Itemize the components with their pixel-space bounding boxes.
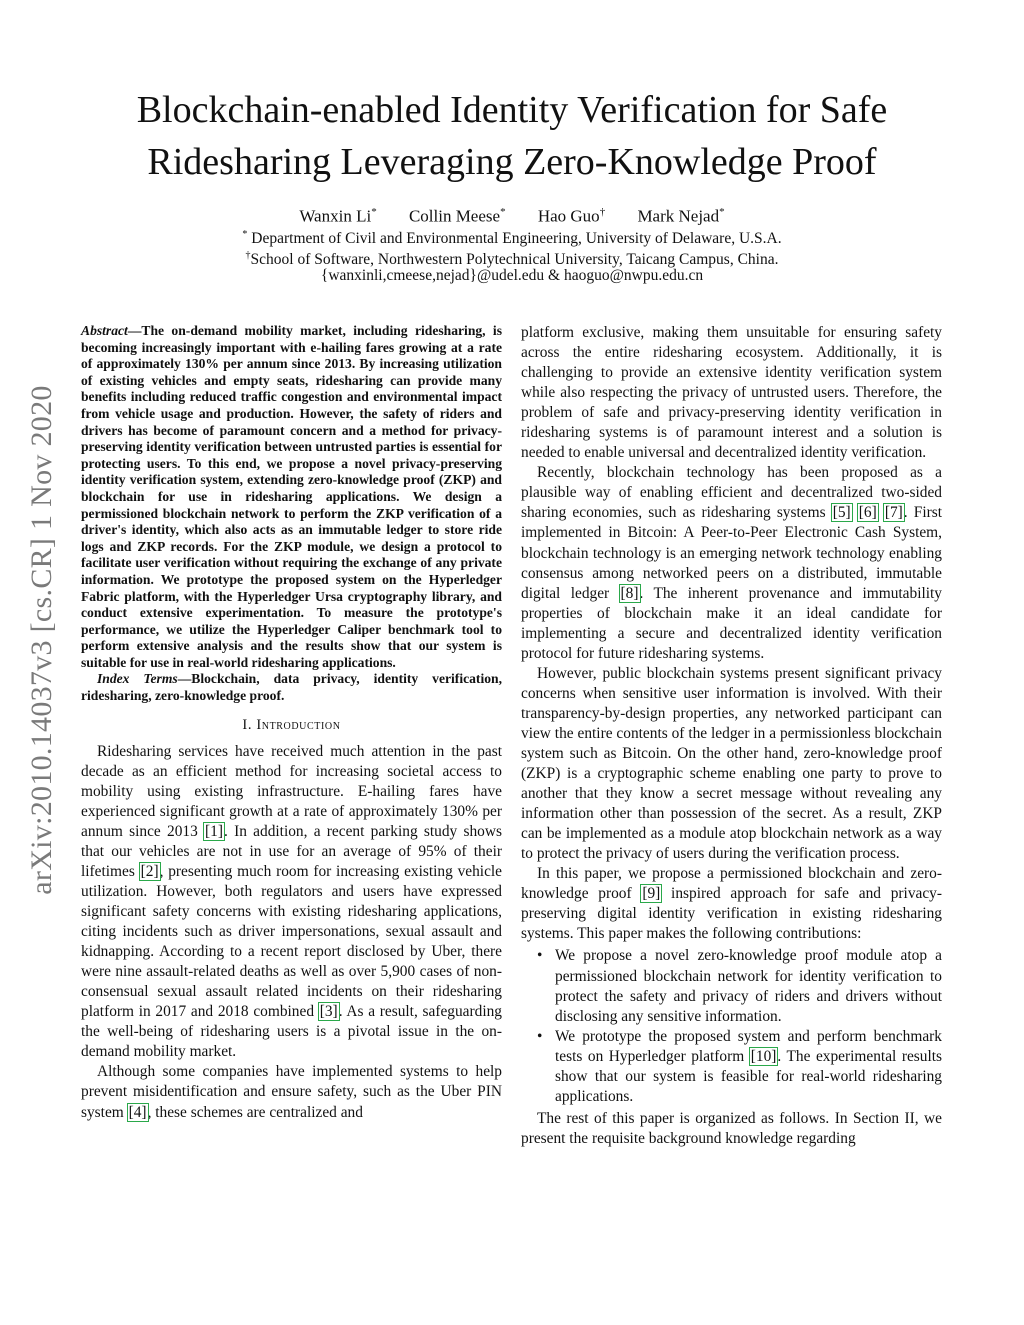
left-column — [81, 323, 502, 1123]
paper-title: Blockchain-enabled Identity Verification for Safe Ridesharing Leveraging Zero-Knowledge Proof — [136, 89, 888, 183]
body-paragraph: However, public blockchain systems present significant privacy concerns when sensitive user information is involved. With their transparency-by-design properties, any networked participant can view the entire contents of the ledger in a permissionless blockchain system such as Bitcoin. On the other hand, zero-knowledge proof (ZKP) is a cryptographic scheme enabling one party to prove to another that they know a secret message without revealing any information other than possession of the secret. As a result, ZKP can be implemented as a module atop blockchain network as a way to protect the privacy of users during the verification process. — [521, 664, 942, 863]
arxiv-stamp-text: arXiv:2010.14037v3 [cs.CR] 1 Nov 2020 — [25, 385, 58, 895]
body-paragraph: Recently, blockchain technology has been proposed as a plausible way of enabling efficient and decentralized two-sided sharing economies, such as ridesharing systems [5] [6] [7]. First implemented in Bitcoin: A Peer-to-Peer Electronic Cash System, blockchain technology is an emerging network technology enabling consensus among networked peers on a distributed, immutable digital ledger [8]. The inherent provenance and immutability properties of blockchain make it an ideal candidate for implementing a secure and decentralized identity verification protocol for future ridesharing systems. — [521, 464, 942, 662]
arxiv-stamp — [22, 350, 62, 930]
citation-link[interactable]: [4] — [128, 1103, 147, 1121]
affiliation-2: †School of Software, Northwestern Polytechnical University, Taicang Campus, China. — [245, 250, 779, 269]
list-item: • We propose a novel zero-knowledge proof module atop a permissioned blockchain network for identity verification to protect the safety and privacy of riders and drivers without disclosing any sensitive information. — [555, 946, 942, 1026]
abstract: Abstract—The on-demand mobility market, including ridesharing, is becoming increasingly important with e-hailing fares growing at a rate of approximately 130% per annum since 2013. By increasing utilization of existing vehicles and empty seats, ridesharing can provide many benefits including reduced traffic congestion and environmental impact from vehicle usage and production. However, the safety of riders and drivers has become of paramount concern and a method for privacy-preserving identity verification between untrusted parties is essential for protecting users. To this end, we propose a novel privacy-preserving identity verification system, extending zero-knowledge proof (ZKP) and blockchain for use in ridesharing applications. We design a permissioned blockchain network to perform the ZKP verification of a driver's identity, which also acts as an immutable ledger to store ride logs and ZKP records. For the ZKP module, we design a protocol to facilitate user verification without requiring the exchange of any private information. We prototype the proposed system on the Hyperledger Fabric platform, with the Hyperledger Ursa cryptography library, and conduct extensive experimentation. To measure the prototype's performance, we utilize the Hyperledger Caliper benchmark tool to perform extensive analysis and the results show that our system is suitable for use in real-world ridesharing applications. — [81, 323, 502, 670]
body-paragraph: In this paper, we propose a permissioned blockchain and zero-knowledge proof [9] inspired approach for safe and privacy-preserving digital identity verification in existing ridesharing systems. This paper makes the following contributions: — [521, 865, 942, 943]
citation-link[interactable]: [3] — [319, 1003, 338, 1021]
section-heading: I. Introduction — [242, 716, 341, 733]
list-item: • We prototype the proposed system and perform benchmark tests on Hyperledger platform [10]. The experimental results show that our system is feasible for real-world ridesharing applications. — [555, 1027, 942, 1107]
citation-link[interactable]: [8] — [620, 584, 639, 602]
body-paragraph: The rest of this paper is organized as follows. In Section II, we present the requisite background knowledge regarding — [521, 1109, 942, 1147]
index-terms: Index Terms—Blockchain, data privacy, identity verification, ridesharing, zero-knowledge proof. — [81, 671, 502, 704]
intro-paragraph: Ridesharing services have received much attention in the past decade as an efficient method for increasing societal access to mobility using existing infrastructure. E-hailing fares have experienced significant growth at a rate of approximately 130% per annum since 2013 [1]. In addition, a recent parking study shows that our vehicles are not in use for an average of 95% of their lifetimes [2], presenting much room for increasing existing vehicle utilization. However, both regulators and users have expressed significant safety concerns with existing ridesharing applications, citing incidents such as driver impersonations, sexual assault and kidnapping. According to a recent report disclosed by Uber, there were nine assault-related deaths as well as over 5,900 cases of non-consensual sexual assault related incidents on their ridesharing platform in 2017 and 2018 combined [3]. As a result, safeguarding the well-being of ridesharing users is a pivotal issue in the on-demand mobility market. — [81, 742, 503, 1061]
author-list — [0, 201, 1024, 228]
citation-link[interactable]: [9] — [642, 885, 661, 903]
right-column — [521, 323, 942, 1149]
citation-link[interactable]: [6] — [858, 504, 877, 522]
author-emails: {wanxinli,cmeese,nejad}@udel.edu & haoguo@nwpu.edu.cn — [320, 267, 704, 284]
citation-link[interactable]: [2] — [140, 862, 159, 880]
citation-link[interactable]: [5] — [832, 504, 851, 522]
contribution-list — [521, 946, 942, 1106]
author: Mark Nejad* — [637, 206, 725, 226]
body-paragraph: platform exclusive, making them unsuitable for ensuring safety across the entire ridesharing ecosystem. Additionally, it is challenging to provide an extensive identity verification system while also respecting the privacy of untrusted users. Therefore, the problem of safe and privacy-preserving identity verification in ridesharing systems is of paramount interest and a solution is needed to enable universal and decentralized identity verification. — [521, 324, 942, 462]
author: Collin Meese* — [408, 206, 506, 226]
author: Hao Guo† — [537, 206, 606, 226]
citation-link[interactable]: [10] — [750, 1047, 777, 1065]
citation-link[interactable]: [7] — [884, 504, 903, 522]
author: Wanxin Li* — [299, 206, 377, 226]
affiliation-1: * Department of Civil and Environmental Engineering, University of Delaware, U.S.A. — [242, 229, 782, 248]
citation-link[interactable]: [1] — [205, 822, 223, 840]
intro-paragraph: Although some companies have implemented systems to help prevent misidentification and ensure safety, such as the Uber PIN system [4], these schemes are centralized and — [81, 1063, 502, 1121]
